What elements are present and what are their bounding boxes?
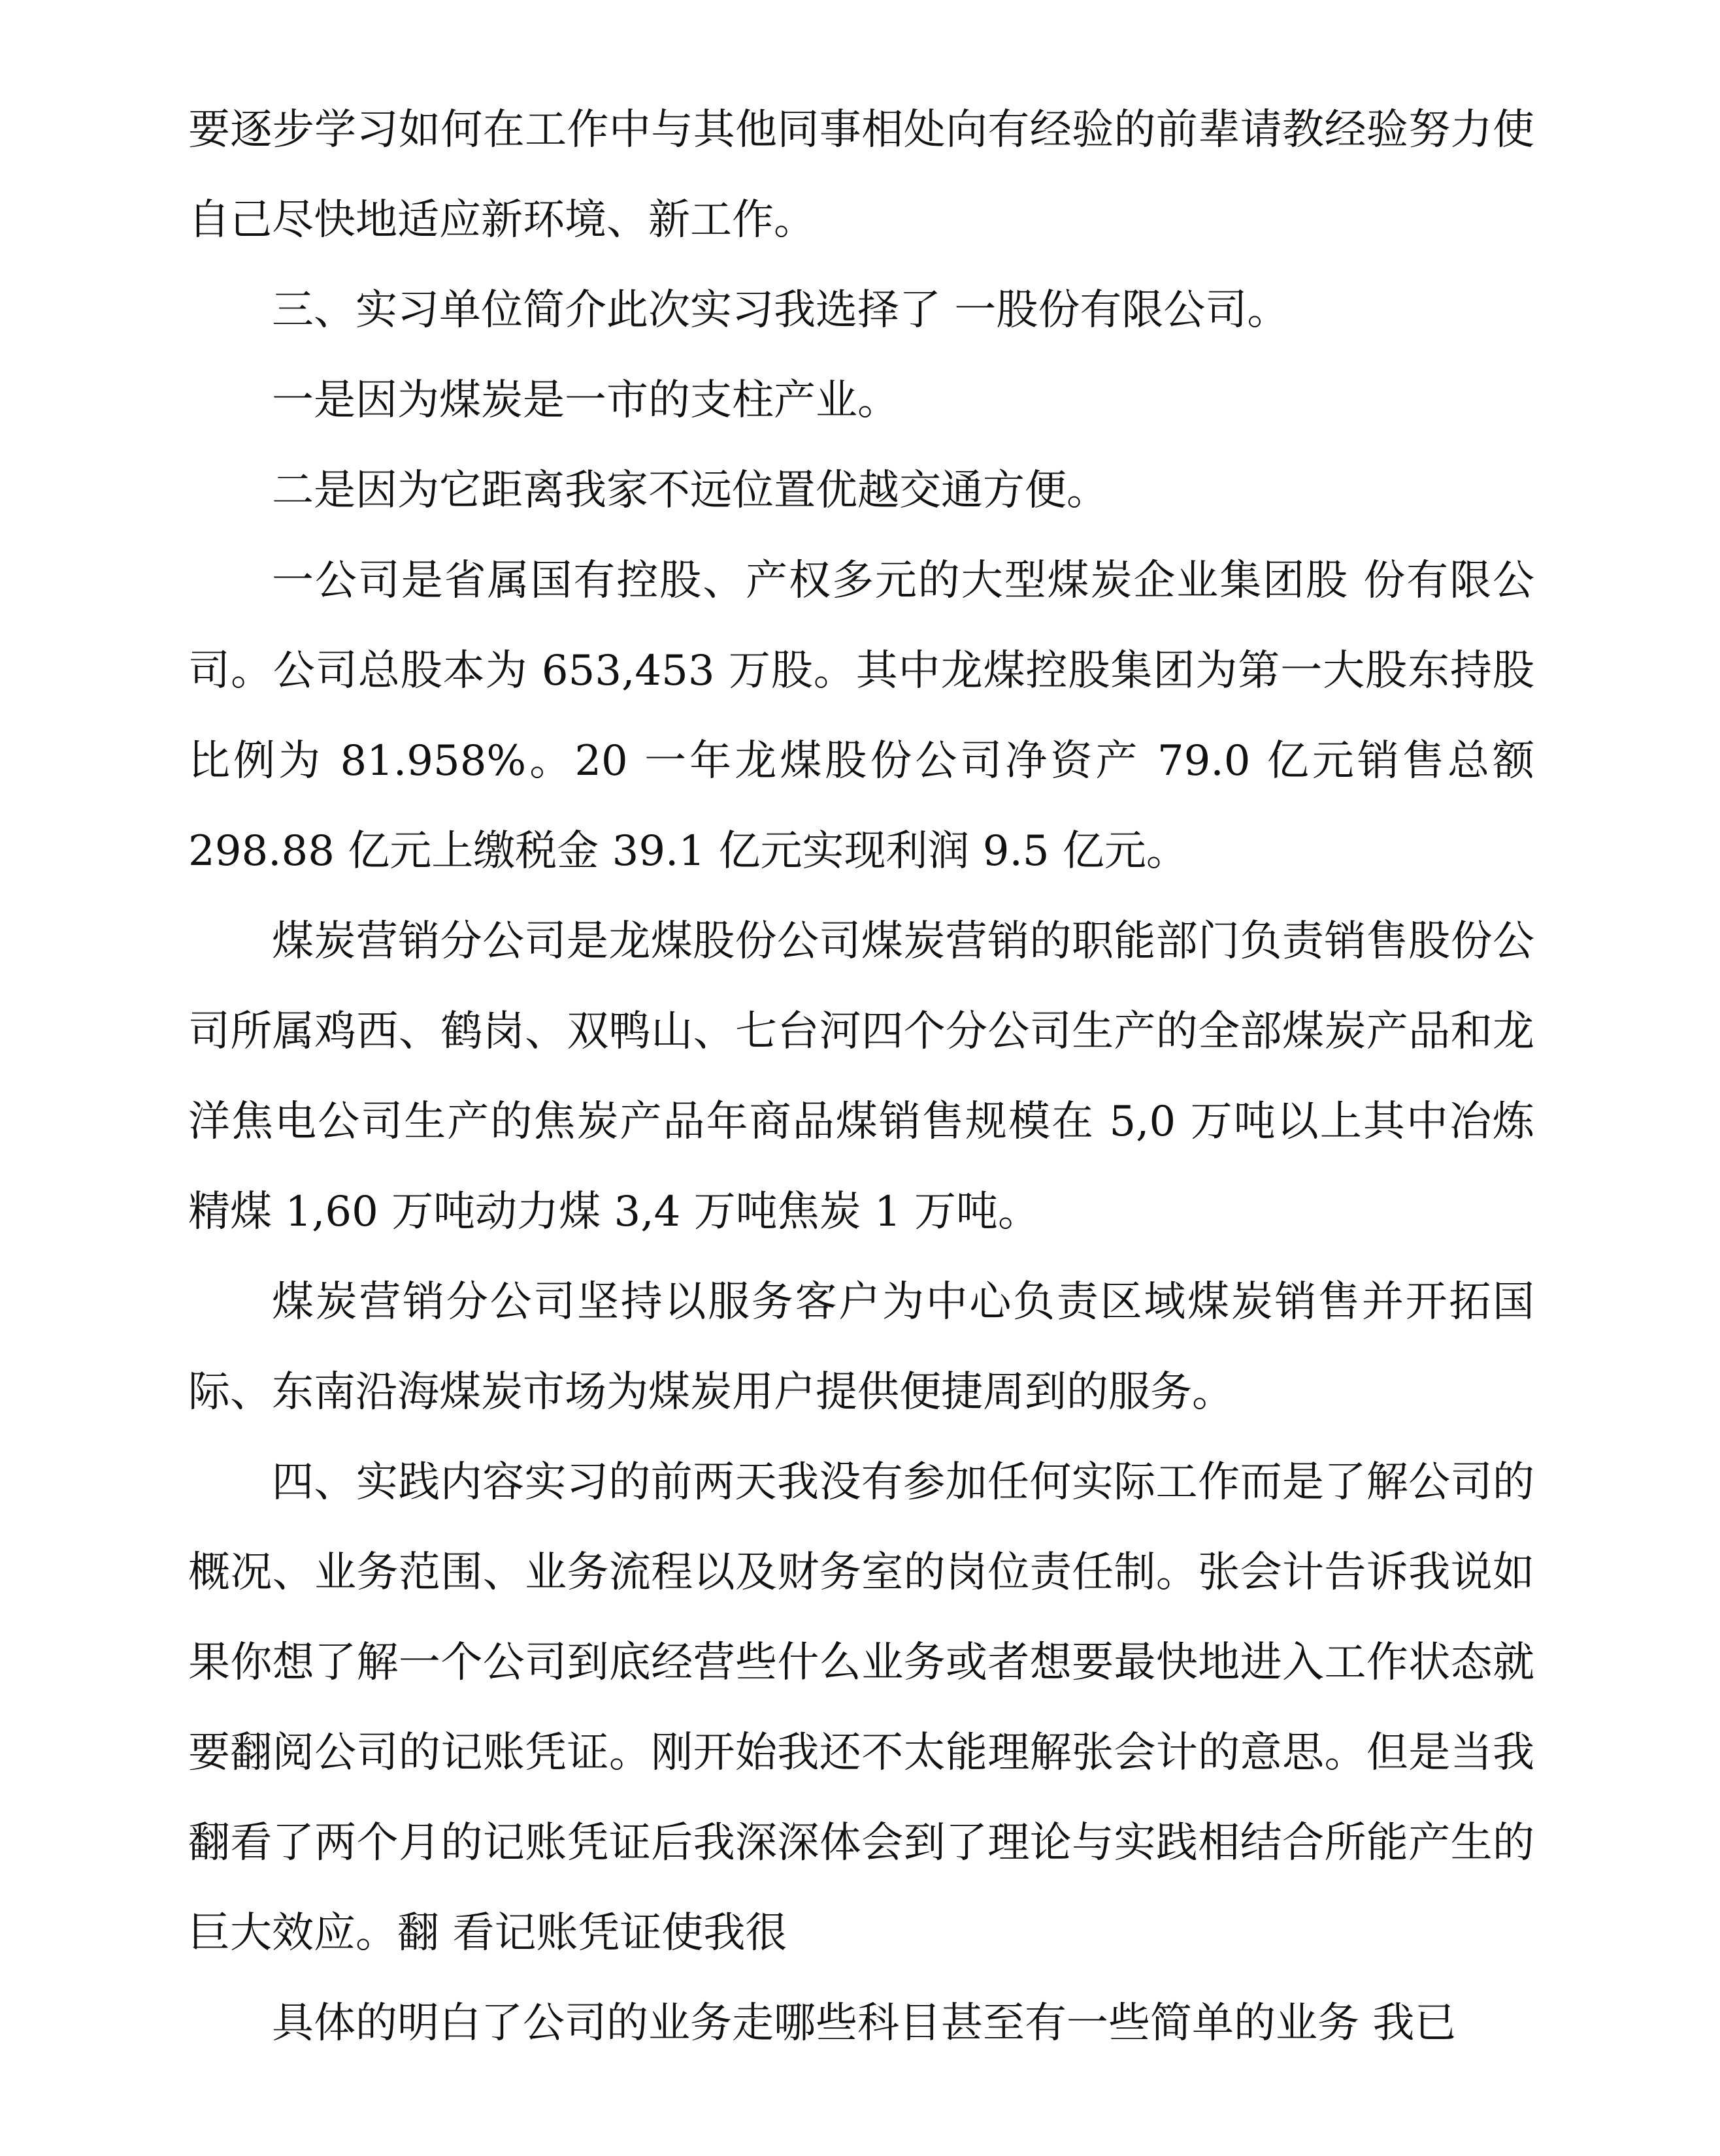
paragraph-business-understanding: 具体的明白了公司的业务走哪些科目甚至有一些简单的业务 我已 (272, 1999, 1457, 2048)
document-body (188, 85, 1534, 2068)
paragraph-internship-unit-intro: 三、实习单位简介此次实习我选择了 一股份有限公司。 (272, 286, 1289, 335)
paragraph-practice-content: 四、实践内容实习的前两天我没有参加任何实际工作而是了解公司的概况、业务范围、业务流程以及财务室的岗位责任制。张会计告诉我说如果你想了解一个公司到底经营些什么业务或者想要最快地进入工作状态就要翻阅公司的记账凭证。刚开始我还不太能理解张会计的意思。但是当我翻看了两个月的记账凭证后我深深体会到了理论与实践相结合所能产生的巨大效应。翻 看记账凭证使我很 (188, 1458, 1534, 1957)
paragraph-company-overview: 一公司是省属国有控股、产权多元的大型煤炭企业集团股 份有限公司。公司总股本为 653,453 万股。其中龙煤控股集团为第一大股东持股比例为 81.958%。20 一年龙煤股份公司净资产 79.0 亿元销售总额 298.88 亿元上缴税金 39.1 亿元实现利润 9.5 亿元。 (188, 557, 1534, 875)
paragraph-reason-two: 二是因为它距离我家不远位置优越交通方便。 (272, 466, 1108, 515)
paragraph-customer-service: 煤炭营销分公司坚持以服务客户为中心负责区域煤炭销售并开拓国际、东南沿海煤炭市场为煤炭用户提供便捷周到的服务。 (188, 1278, 1534, 1416)
paragraph-continued: 要逐步学习如何在工作中与其他同事相处向有经验的前辈请教经验努力使自己尽快地适应新环境、新工作。 (188, 106, 1534, 244)
paragraph-reason-one: 一是因为煤炭是一市的支柱产业。 (272, 376, 899, 425)
paragraph-marketing-branch: 煤炭营销分公司是龙煤股份公司煤炭营销的职能部门负责销售股份公司所属鸡西、鹤岗、双鸭山、七台河四个分公司生产的全部煤炭产品和龙洋焦电公司生产的焦炭产品年商品煤销售规模在 5,0 万吨以上其中冶炼精煤 1,60 万吨动力煤 3,4 万吨焦炭 1 万吨。 (188, 917, 1534, 1236)
